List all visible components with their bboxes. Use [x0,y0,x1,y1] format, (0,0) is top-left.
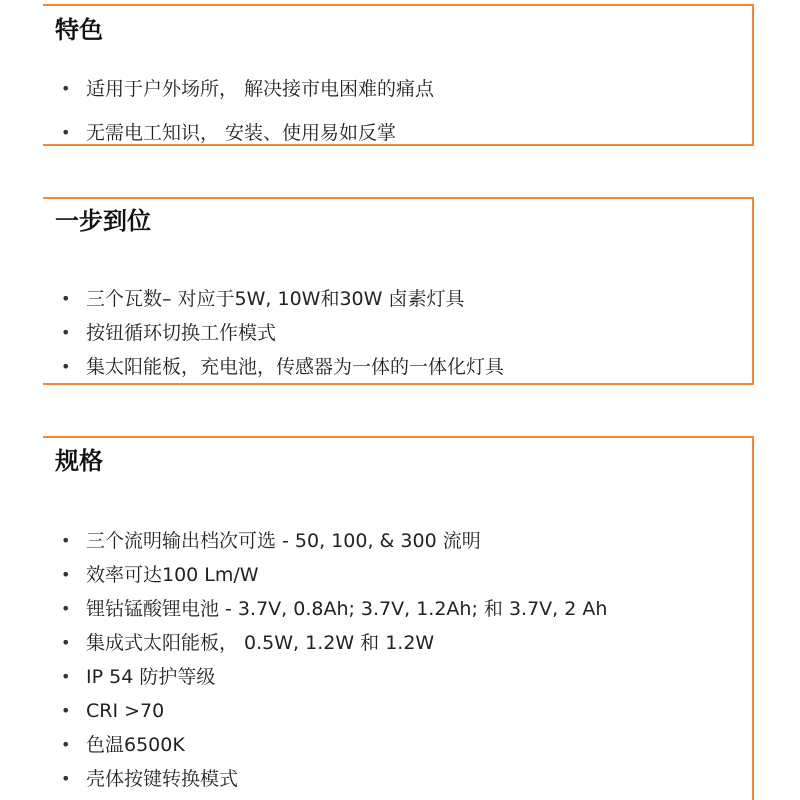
list-item-text: 效率可达100 Lm/W [86,564,259,586]
list-item-text: 色温6500K [86,734,185,756]
list-item-text: 集太阳能板，充电池，传感器为一体的一体化灯具 [86,356,505,378]
specs-list [43,524,752,796]
bullet-icon: • [61,323,71,342]
bullet-icon: • [61,599,71,618]
features-list [43,72,752,160]
bullet-icon: • [61,633,71,652]
list-item [43,316,752,350]
list-item-text: IP 54 防护等级 [86,666,216,688]
one-step-title: 一步到位 [55,207,151,235]
one-step-list [43,282,752,384]
list-item-text: 集成式太阳能板， 0.5W, 1.2W 和 1.2W [86,632,435,654]
bullet-icon: • [61,531,71,550]
list-item [43,592,752,626]
one-step-panel [43,197,754,385]
list-item-text: CRI >70 [86,700,165,722]
specs-panel [43,436,754,800]
bullet-icon: • [61,79,71,98]
features-panel [43,4,754,146]
list-item [43,694,752,728]
bullet-icon: • [61,701,71,720]
bullet-icon: • [61,565,71,584]
list-item-text: 适用于户外场所， 解决接市电困难的痛点 [86,78,435,100]
list-item [43,282,752,316]
list-item [43,558,752,592]
list-item [43,626,752,660]
bullet-icon: • [61,735,71,754]
specs-title: 规格 [55,447,103,475]
list-item-text: 三个流明输出档次可选 - 50, 100, & 300 流明 [86,530,481,552]
list-item [43,116,752,160]
list-item-text: 锂钴锰酸锂电池 - 3.7V, 0.8Ah; 3.7V, 1.2Ah; 和 3.7V, 2 Ah [86,598,608,620]
bullet-icon: • [61,357,71,376]
bullet-icon: • [61,667,71,686]
list-item-text: 壳体按键转换模式 [86,768,239,790]
bullet-icon: • [61,769,71,788]
list-item [43,524,752,558]
list-item [43,350,752,384]
list-item [43,762,752,796]
list-item-text: 三个瓦数– 对应于5W, 10W和30W 卤素灯具 [86,288,465,310]
list-item-text: 按钮循环切换工作模式 [86,322,277,344]
features-title: 特色 [55,16,103,44]
list-item [43,72,752,116]
bullet-icon: • [61,289,71,308]
bullet-icon: • [61,123,71,142]
list-item [43,728,752,762]
list-item [43,660,752,694]
list-item-text: 无需电工知识， 安装、使用易如反掌 [86,122,397,144]
